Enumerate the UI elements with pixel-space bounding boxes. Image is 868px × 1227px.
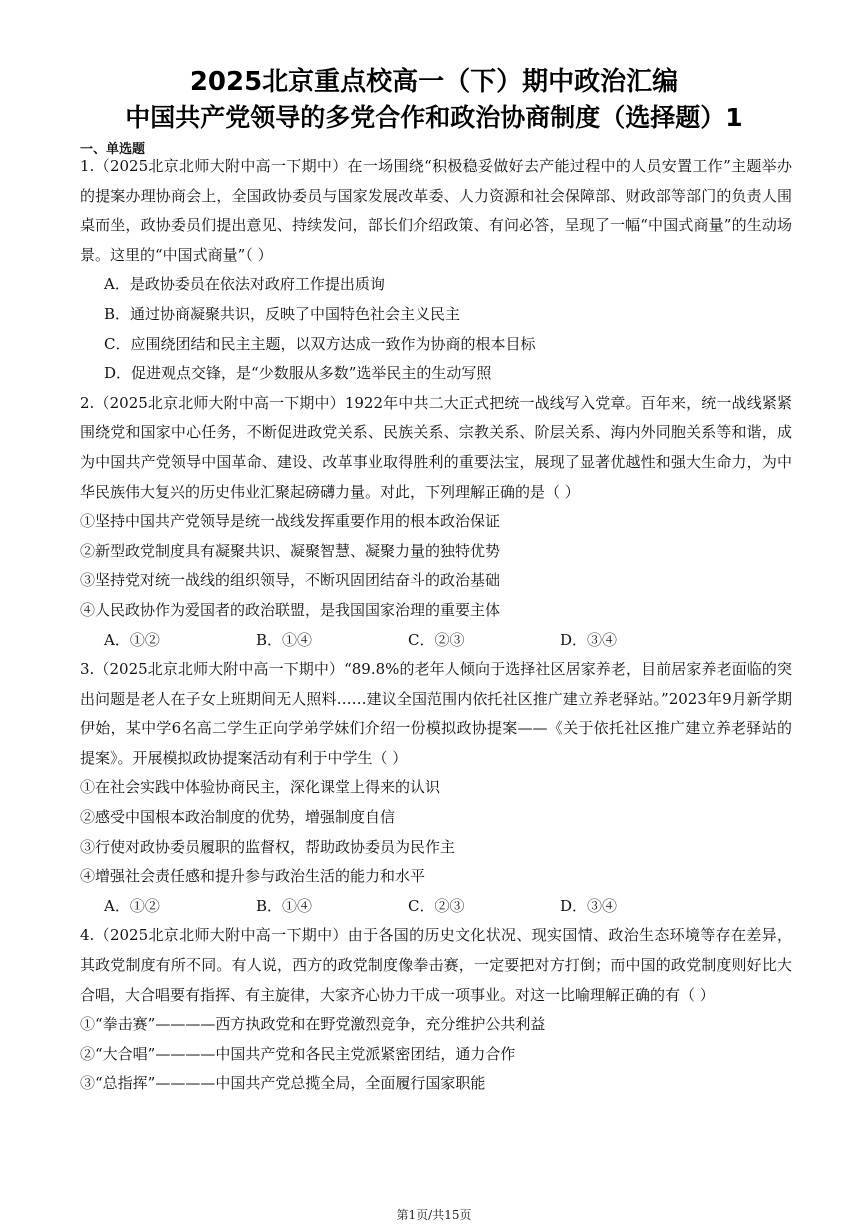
statement-3: ③行使对政协委员履职的监督权，帮助政协委员为民作主 bbox=[80, 837, 456, 856]
question-stem: 4.（2025北京北师大附中高一下期中）由于各国的历史文化状况、现实国情、政治生态环境等存在差异，其政党制度有所不同。有人说，西方的政党制度像拳击赛，一定要把对方打倒；而中国的政党制度则好比大合唱，大合唱要有指挥、有主旋律，大家齐心协力干成一项事业。对这一比喻理解正确的有（ ） bbox=[80, 926, 792, 1004]
statement-3: ③坚持党对统一战线的组织领导，不断巩固团结奋斗的政治基础 bbox=[80, 571, 501, 590]
statement-4: ④增强社会责任感和提升参与政治生活的能力和水平 bbox=[80, 867, 426, 886]
questions-body bbox=[80, 152, 792, 1099]
page-footer: 第1页/共15页 bbox=[396, 1208, 472, 1222]
statement-2: ②新型政党制度具有凝聚共识、凝聚智慧、凝聚力量的独特优势 bbox=[80, 541, 501, 560]
question-stem: 1.（2025北京北师大附中高一下期中）在一场围绕“积极稳妥做好去产能过程中的人员安置工作”主题举办的提案办理协商会上，全国政协委员与国家发展改革委、人力资源和社会保障部、财政部等部门的负责人围桌而坐，政协委员们提出意见、持续发问，部长们介绍政策、有问必答，呈现了一幅“中国式商量”的生动场景。这里的“中国式商量”（ ） bbox=[80, 157, 792, 264]
statement-2: ②感受中国根本政治制度的优势，增强制度自信 bbox=[80, 808, 396, 827]
question-stem: 2.（2025北京北师大附中高一下期中）1922年中共二大正式把统一战线写入党章。百年来，统一战线紧紧围绕党和国家中心任务，不断促进政党关系、民族关系、宗教关系、阶层关系、海内外同胞关系等和谐，成为中国共产党领导中国革命、建设、改革事业取得胜利的重要法宝，展现了显著优越性和强大生命力，为中华民族伟大复兴的历史伟业汇聚起磅礴力量。对此，下列理解正确的是（ ） bbox=[80, 393, 792, 501]
choice-b: B．通过协商凝聚共识，反映了中国特色社会主义民主 bbox=[104, 304, 461, 323]
option-d: D．③④ bbox=[560, 896, 618, 915]
option-c: C．②③ bbox=[408, 630, 465, 649]
statement-1: ①在社会实践中体验协商民主，深化课堂上得来的认识 bbox=[80, 778, 441, 797]
statement-2: ②“大合唱”————中国共产党和各民主党派紧密团结，通力合作 bbox=[80, 1044, 516, 1063]
option-c: C．②③ bbox=[408, 896, 465, 915]
question-4 bbox=[80, 921, 792, 1099]
option-a: A．①② bbox=[104, 896, 160, 915]
answer-options bbox=[80, 892, 792, 922]
answer-options bbox=[80, 626, 792, 656]
option-a: A．①② bbox=[104, 630, 160, 649]
option-b: B．①④ bbox=[256, 896, 313, 915]
statement-1: ①“拳击赛”————西方执政党和在野党激烈竞争，充分维护公共利益 bbox=[80, 1015, 546, 1034]
question-stem: 3.（2025北京北师大附中高一下期中）“89.8%的老年人倾向于选择社区居家养老，目前居家养老面临的突出问题是老人在子女上班期间无人照料……建议全国范围内依托社区推广建立养老驿站。”2023年9月新学期伊始，某中学6名高二学生正向学弟学妹们介绍一份模拟政协提案——《关于依托社区推广建立养老驿站的提案》。开展模拟政协提案活动有利于中学生（ ） bbox=[80, 660, 792, 767]
question-2 bbox=[80, 389, 792, 655]
section-heading: 一、单选题 bbox=[80, 142, 146, 157]
statement-1: ①坚持中国共产党领导是统一战线发挥重要作用的根本政治保证 bbox=[80, 512, 501, 531]
choice-c: C．应围绕团结和民主主题，以双方达成一致作为协商的根本目标 bbox=[104, 334, 536, 353]
question-1 bbox=[80, 152, 792, 389]
option-b: B．①④ bbox=[256, 630, 313, 649]
document-subtitle: 中国共产党领导的多党合作和政治协商制度（选择题）1 bbox=[125, 103, 743, 132]
document-title: 2025北京重点校高一（下）期中政治汇编 bbox=[189, 67, 679, 97]
statement-3: ③“总指挥”————中国共产党总揽全局，全面履行国家职能 bbox=[80, 1074, 486, 1093]
question-3 bbox=[80, 655, 792, 921]
option-d: D．③④ bbox=[560, 630, 618, 649]
statement-4: ④人民政协作为爱国者的政治联盟，是我国国家治理的重要主体 bbox=[80, 600, 501, 619]
choice-d: D．促进观点交锋，是“少数服从多数”选举民主的生动写照 bbox=[104, 364, 492, 383]
choice-a: A．是政协委员在依法对政府工作提出质询 bbox=[104, 275, 385, 294]
